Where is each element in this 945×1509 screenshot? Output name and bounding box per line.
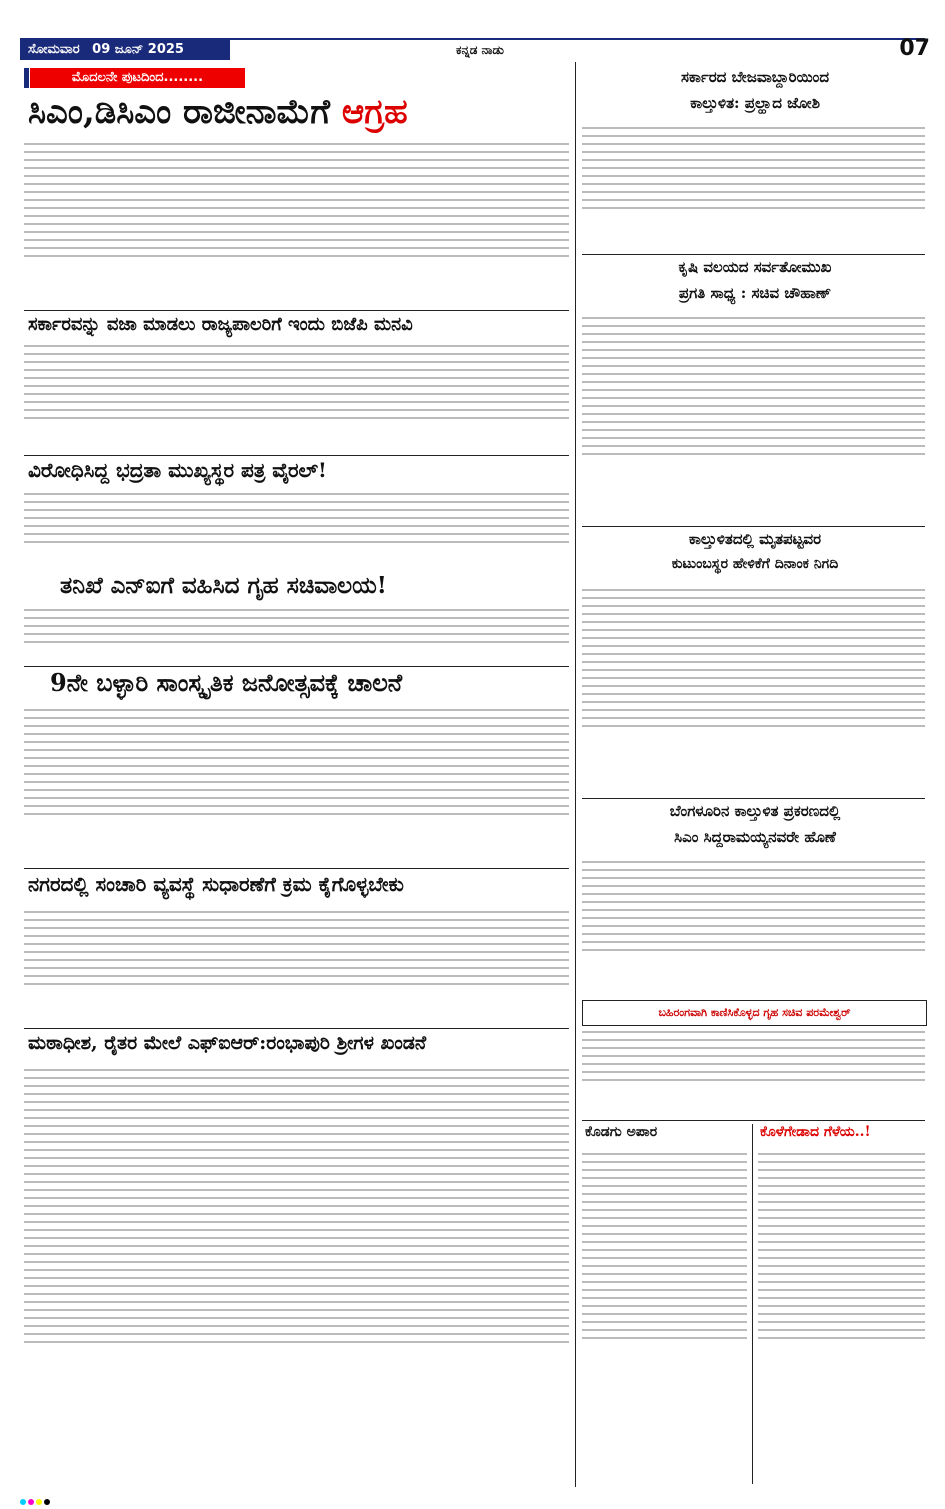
article-body-chouhan xyxy=(582,314,925,524)
day-label: ಸೋಮವಾರ xyxy=(28,42,80,57)
article-body-governor xyxy=(24,342,569,452)
article-body-siddaramaiah xyxy=(582,858,925,998)
headline-cm-dcm xyxy=(28,92,568,138)
rule xyxy=(582,798,925,799)
date-label: 09 ಜೂನ್ 2025 xyxy=(92,42,184,57)
rule xyxy=(582,1120,925,1121)
headline-joshi-1: ಸರ್ಕಾರದ ಬೇಜವಾಬ್ದಾರಿಯಿಂದ xyxy=(680,68,830,86)
article-body-kodagu xyxy=(582,1150,747,1480)
rule xyxy=(582,254,925,255)
headline-kolegeda: ಕೊಳೆಗೇಡಾದ ಗೆಳೆಯ..! xyxy=(760,1124,871,1140)
headline-joshi-2: ಕಾಲ್ತುಳಿತ: ಪ್ರಲ್ಹಾದ ಜೋಶಿ xyxy=(690,94,820,112)
registration-marks xyxy=(20,1490,925,1500)
headline-traffic: ನಗರದಲ್ಲಿ ಸಂಚಾರಿ ವ್ಯವಸ್ಥೆ ಸುಧಾರಣೆಗೆ ಕ್ರಮ ಕೈಗೊಳ್ಳಬೇಕು xyxy=(28,872,404,896)
article-body-families xyxy=(582,586,925,796)
headline-cm-dcm-main: ಸಿಎಂ,ಡಿಸಿಎಂ ರಾಜೀನಾಮೆಗೆ xyxy=(28,92,342,132)
headline-viral: ವಿರೋಧಿಸಿದ್ದ ಭದ್ರತಾ ಮುಖ್ಯಸ್ಥರ ಪತ್ರ ವೈರಲ್! xyxy=(28,458,327,482)
article-body-parameshwar xyxy=(582,1028,925,1118)
headline-chouhan-2: ಪ್ರಗತಿ ಸಾಧ್ಯ : ಸಚಿವ ಚೌಹಾಣ್ xyxy=(678,284,832,302)
headline-families-1: ಕಾಲ್ತುಳಿತದಲ್ಲಿ ಮೃತಪಟ್ಟವರ xyxy=(688,530,822,548)
rule xyxy=(24,868,569,869)
headline-cm-dcm-accent: ಆಗ್ರಹ xyxy=(341,92,408,132)
section-marker xyxy=(24,68,29,88)
article-body-kolegeda xyxy=(758,1150,925,1480)
article-body-rambhapuri xyxy=(24,1066,569,1486)
headline-kodagu: ಕೊಡಗು ಅಪಾರ xyxy=(585,1124,658,1140)
headline-rambhapuri: ಮಠಾಧೀಶ, ರೈತರ ಮೇಲೆ ಎಫ್‌ಐಆರ್:ರಂಭಾಪುರಿ ಶ್ರೀಗಳ ಖಂಡನೆ xyxy=(28,1032,427,1054)
rule xyxy=(582,526,925,527)
page-header xyxy=(0,0,945,62)
headline-governor: ಸರ್ಕಾರವನ್ನು ವಜಾ ಮಾಡಲು ರಾಜ್ಯಪಾಲರಿಗೆ ಇಂದು ಬಿಜೆಪಿ ಮನವಿ xyxy=(28,314,413,335)
headline-siddaramaiah-1: ಬೆಂಗಳೂರಿನ ಕಾಲ್ತುಳಿತ ಪ್ರಕರಣದಲ್ಲಿ xyxy=(669,802,841,820)
page-number: 07 xyxy=(899,36,930,61)
headline-chouhan-1: ಕೃಷಿ ವಲಯದ ಸರ್ವತೋಮುಖ xyxy=(678,258,832,276)
headline-nia: ತನಿಖೆ ಎನ್‌ಐಗೆ ವಹಿಸಿದ ಗೃಹ ಸಚಿವಾಲಯ! xyxy=(60,572,387,599)
article-body-viral xyxy=(24,490,569,570)
rule xyxy=(24,455,569,456)
article-body-bellary xyxy=(24,706,569,866)
column-divider xyxy=(575,62,576,1487)
rule xyxy=(24,666,569,667)
section-tag: ಮೊದಲನೇ ಪುಟದಿಂದ........ xyxy=(30,68,245,88)
headline-siddaramaiah-2: ಸಿಎಂ ಸಿದ್ದರಾಮಯ್ಯನವರೇ ಹೊಣೆ xyxy=(674,828,836,846)
rule xyxy=(24,1028,569,1029)
article-body-traffic xyxy=(24,908,569,1026)
article-body-joshi xyxy=(582,124,925,252)
headline-parameshwar: ಬಹಿರಂಗವಾಗಿ ಕಾಣಿಸಿಕೊಳ್ಳದ ಗೃಹ ಸಚಿವ ಪರಮೇಶ್ವರ್ xyxy=(658,1006,851,1019)
article-body-nia xyxy=(24,606,569,664)
headline-bellary: 9ನೇ ಬಳ್ಳಾರಿ ಸಾಂಸ್ಕೃತಿಕ ಜನೋತ್ಸವಕ್ಕೆ ಚಾಲನೆ xyxy=(50,668,403,697)
masthead: ಕನ್ನಡ ನಾಡು xyxy=(456,43,504,57)
rule xyxy=(24,310,569,311)
date-bar xyxy=(20,40,230,60)
headline-families-2: ಕುಟುಂಬಸ್ಥರ ಹೇಳಿಕೆಗೆ ದಿನಾಂಕ ನಿಗದಿ xyxy=(671,556,839,572)
column-divider xyxy=(752,1124,753,1484)
parameshwar-banner xyxy=(582,1000,927,1026)
article-body-cm-dcm xyxy=(24,140,569,308)
